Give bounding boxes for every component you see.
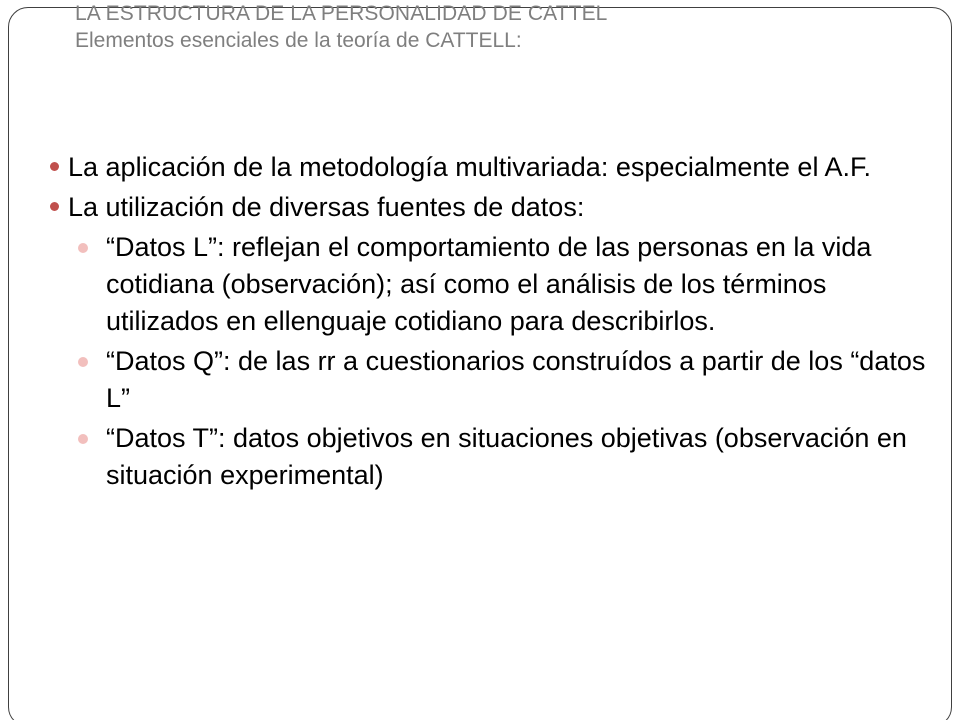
slide-subtitle: Elementos esenciales de la teoría de CATTELL: xyxy=(75,29,522,52)
bullet-text: La utilización de diversas fuentes de datos: xyxy=(68,192,585,222)
sub-bullet-item xyxy=(48,420,928,494)
sub-bullet-dot-icon xyxy=(78,434,88,444)
bullet-item xyxy=(48,149,928,186)
bullet-item xyxy=(48,189,928,226)
sub-bullet-dot-icon xyxy=(78,243,88,253)
sub-bullet-dot-icon xyxy=(78,357,88,367)
slide-title: LA ESTRUCTURA DE LA PERSONALIDAD DE CATTEL xyxy=(75,2,608,25)
bullet-list xyxy=(48,149,928,494)
sub-bullet-item xyxy=(48,229,928,340)
bullet-text: La aplicación de la metodología multivariada: especialmente el A.F. xyxy=(68,152,871,182)
sub-bullet-item xyxy=(48,343,928,417)
bullet-dot-icon xyxy=(50,162,59,171)
sub-bullet-text: “Datos Q”: de las rr a cuestionarios construídos a partir de los “datos L” xyxy=(106,346,926,413)
slide-header xyxy=(75,2,945,56)
sub-bullet-text: “Datos L”: reflejan el comportamiento de las personas en la vida cotidiana (observación); así como el análisis de los términos utilizados en ellenguaje cotidiano para describirlos. xyxy=(106,232,872,336)
bullet-dot-icon xyxy=(50,202,59,211)
sub-bullet-text: “Datos T”: datos objetivos en situaciones objetivas (observación en situación experimental) xyxy=(106,423,907,490)
